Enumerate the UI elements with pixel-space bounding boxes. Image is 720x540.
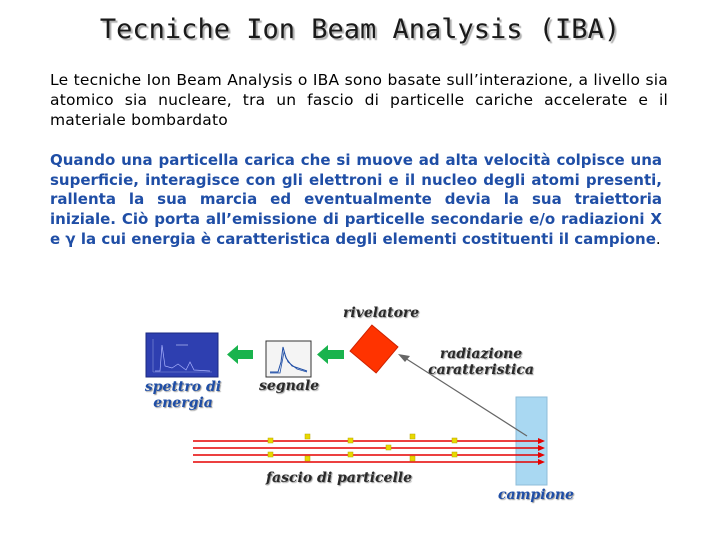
detector-block xyxy=(350,325,398,373)
sample-label: campione xyxy=(498,487,574,503)
beam-particle xyxy=(348,438,353,443)
beam-lines xyxy=(193,441,538,462)
arrow-signal-to-spectrum xyxy=(227,345,253,364)
radiation-arrowhead xyxy=(398,354,410,362)
beam-particle xyxy=(305,456,310,461)
beam-particle xyxy=(268,438,273,443)
spectrum-label: spettro di energia xyxy=(144,379,222,411)
detector-label: rivelatore xyxy=(343,305,420,321)
beam-particle xyxy=(348,452,353,457)
signal-box xyxy=(266,341,311,377)
signal-label: segnale xyxy=(259,378,320,394)
page-title: Tecniche Ion Beam Analysis (IBA) xyxy=(99,14,621,45)
arrow-detector-to-signal xyxy=(317,345,344,364)
intro-paragraph: Le tecniche Ion Beam Analysis o IBA sono basate sull’interazione, a livello sia atomico sia nucleare, tra un fascio di particelle cariche accelerate e il materiale bombardato xyxy=(50,71,668,129)
beam-particle xyxy=(452,452,457,457)
beam-particle xyxy=(268,452,273,457)
beam-particle xyxy=(410,434,415,439)
beam-particle xyxy=(452,438,457,443)
radiation-label: radiazione caratteristica xyxy=(428,346,534,378)
beam-label: fascio di particelle xyxy=(266,470,413,486)
beam-particle xyxy=(305,434,310,439)
beam-particle xyxy=(410,456,415,461)
highlight-text: Quando una particella carica che si muove ad alta velocità colpisce una superficie, interagisce con gli elettroni e il nucleo degli atomi presenti, rallenta la sua marcia ed eventualmente devia la sua traiettoria iniziale. Ciò porta all’emissione di particelle secondarie e/o radiazioni X e γ la cui energia è caratteristica degli elementi costituenti il campione xyxy=(50,151,662,248)
highlight-period: . xyxy=(655,229,661,248)
spectrum-box xyxy=(146,333,218,377)
beam-particle xyxy=(386,445,391,450)
